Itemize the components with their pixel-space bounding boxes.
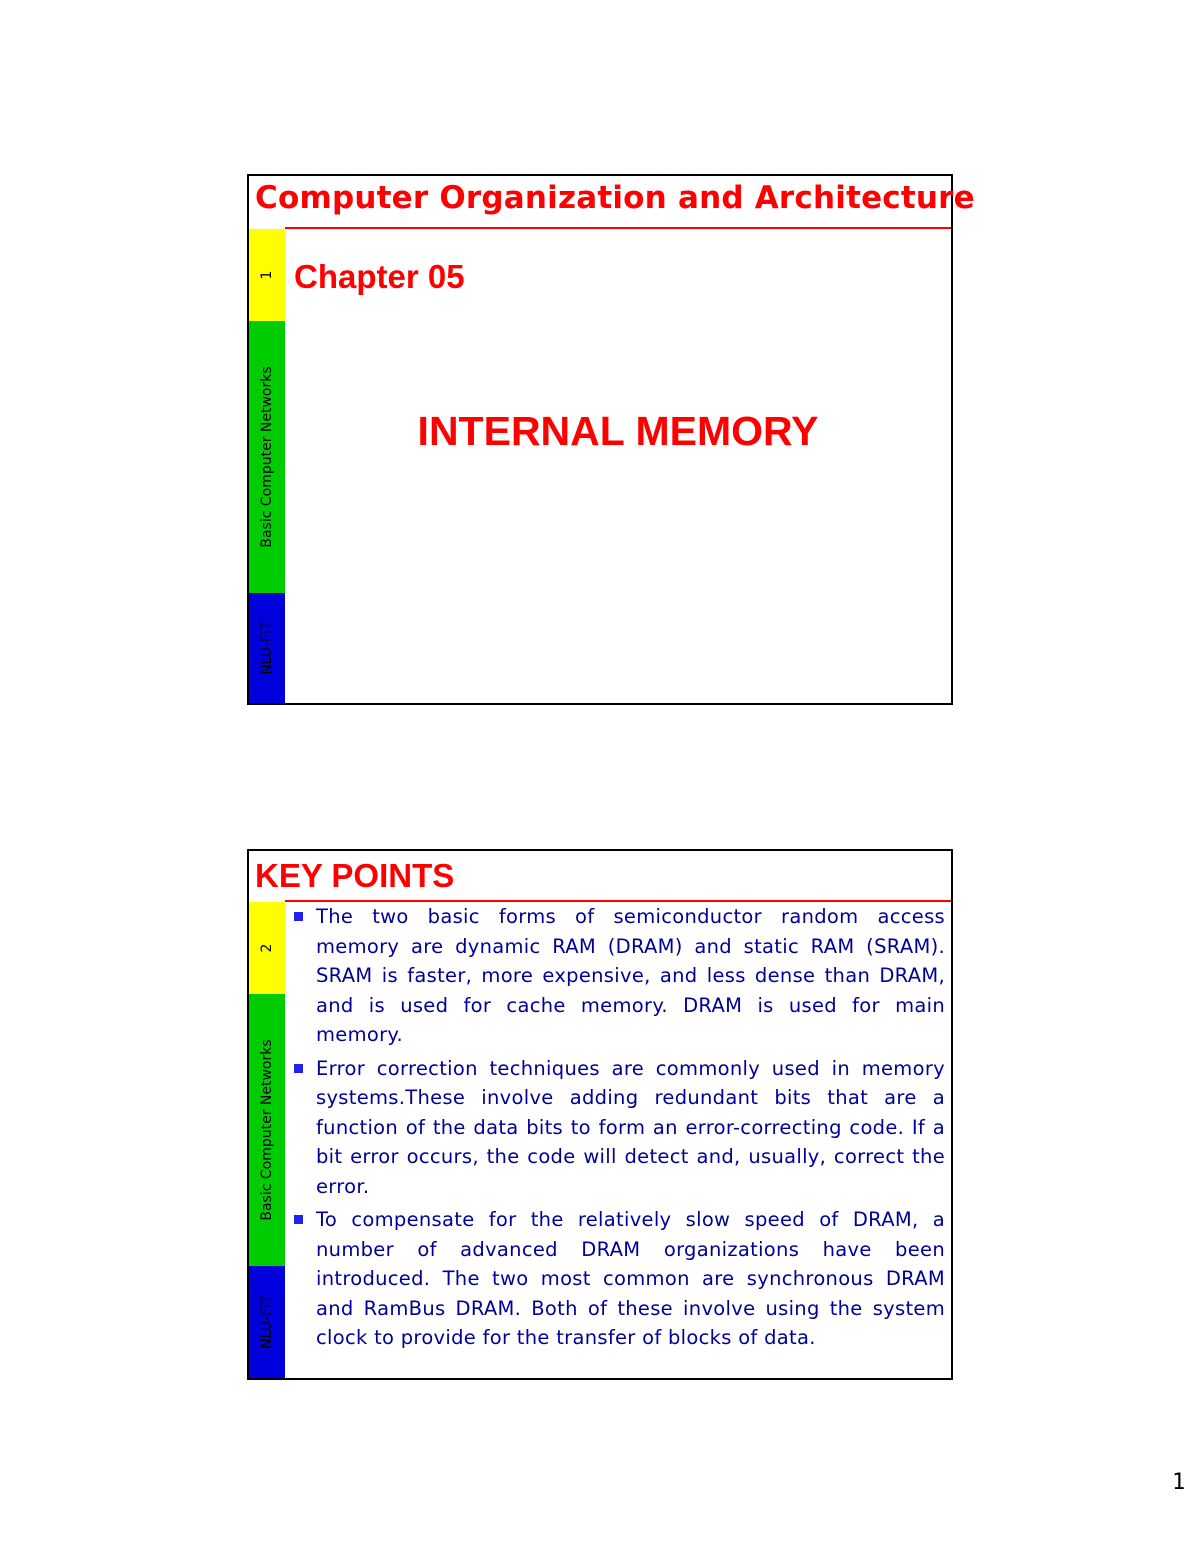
square-bullet-icon bbox=[294, 1215, 303, 1224]
slide-number: 2 bbox=[259, 943, 275, 953]
list-item-text: Error correction techniques are commonly used in memory systems.These involve adding redundant bits that are a function of the data bits to form an error-correcting code. If a bit error occurs, the code will detect and, usually, correct the error. bbox=[316, 1056, 945, 1198]
slide-sidebar bbox=[249, 229, 285, 703]
sidebar-band-course bbox=[249, 321, 285, 593]
page-number: 1 bbox=[1172, 1470, 1186, 1495]
square-bullet-icon bbox=[294, 912, 303, 921]
slide-1 bbox=[247, 174, 975, 705]
chapter-label: Chapter 05 bbox=[294, 258, 465, 295]
slide-2 bbox=[247, 849, 953, 1380]
sidebar-band-slide-number bbox=[249, 229, 285, 321]
course-label: Basic Computer Networks bbox=[259, 366, 275, 548]
list-item bbox=[287, 1205, 945, 1353]
list-item bbox=[287, 902, 945, 1050]
sidebar-band-school bbox=[249, 593, 285, 703]
sidebar-band-slide-number bbox=[249, 902, 285, 994]
slide-number: 1 bbox=[259, 270, 275, 280]
list-item bbox=[287, 1054, 945, 1202]
school-label: NLU-FIT bbox=[259, 621, 275, 675]
title-underline bbox=[285, 227, 951, 229]
sidebar-band-course bbox=[249, 994, 285, 1266]
slide-title: Computer Organization and Architecture bbox=[255, 180, 975, 216]
slide-heading: INTERNAL MEMORY bbox=[417, 408, 819, 454]
list-item-text: To compensate for the relatively slow speed of DRAM, a number of advanced DRAM organizations have been introduced. The two most common are synchronous DRAM and RamBus DRAM. Both of these involve using the system clock to provide for the transfer of blocks of data. bbox=[316, 1208, 945, 1349]
school-label: NLU-FIT bbox=[259, 1295, 275, 1349]
list-item-text: The two basic forms of semiconductor random access memory are dynamic RAM (DRAM) and static RAM (SRAM). SRAM is faster, more expensive, and less dense than DRAM, and is used for cache memory. DRAM is used for main memory. bbox=[316, 905, 945, 1046]
course-label: Basic Computer Networks bbox=[259, 1039, 275, 1221]
key-points-list bbox=[287, 902, 945, 1378]
sidebar-band-school bbox=[249, 1266, 285, 1378]
slide-sidebar bbox=[249, 902, 285, 1378]
slide-title: KEY POINTS bbox=[255, 857, 455, 894]
square-bullet-icon bbox=[294, 1064, 303, 1073]
